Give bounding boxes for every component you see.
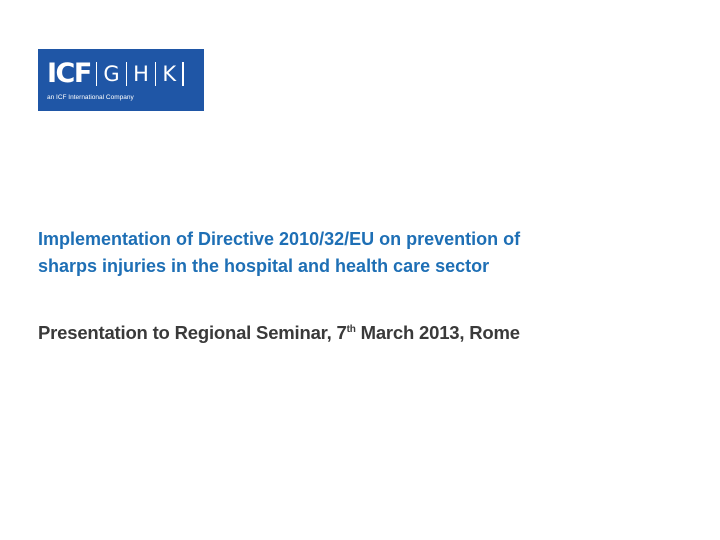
logo-tagline: an ICF International Company xyxy=(47,94,134,101)
title-line-1: Implementation of Directive 2010/32/EU on prevention of xyxy=(38,229,521,249)
logo-brand: ICF xyxy=(47,58,91,89)
icf-ghk-logo xyxy=(38,49,204,111)
presentation-title xyxy=(38,226,678,280)
logo-separator xyxy=(96,62,98,86)
logo-wordmark xyxy=(47,59,190,89)
subtitle-superscript: th xyxy=(346,323,356,335)
logo-separator xyxy=(155,62,157,86)
logo-separator xyxy=(182,62,184,86)
logo-letter-g: G xyxy=(103,62,120,86)
logo-separator xyxy=(126,62,128,86)
subtitle-suffix: March 2013, Rome xyxy=(355,322,520,343)
title-line-2: sharps injuries in the hospital and health care sector xyxy=(38,256,490,276)
logo-letter-h: H xyxy=(133,62,149,86)
presentation-subtitle xyxy=(38,320,678,346)
logo-letter-k: K xyxy=(162,62,177,86)
subtitle-prefix: Presentation to Regional Seminar, 7 xyxy=(38,322,347,343)
